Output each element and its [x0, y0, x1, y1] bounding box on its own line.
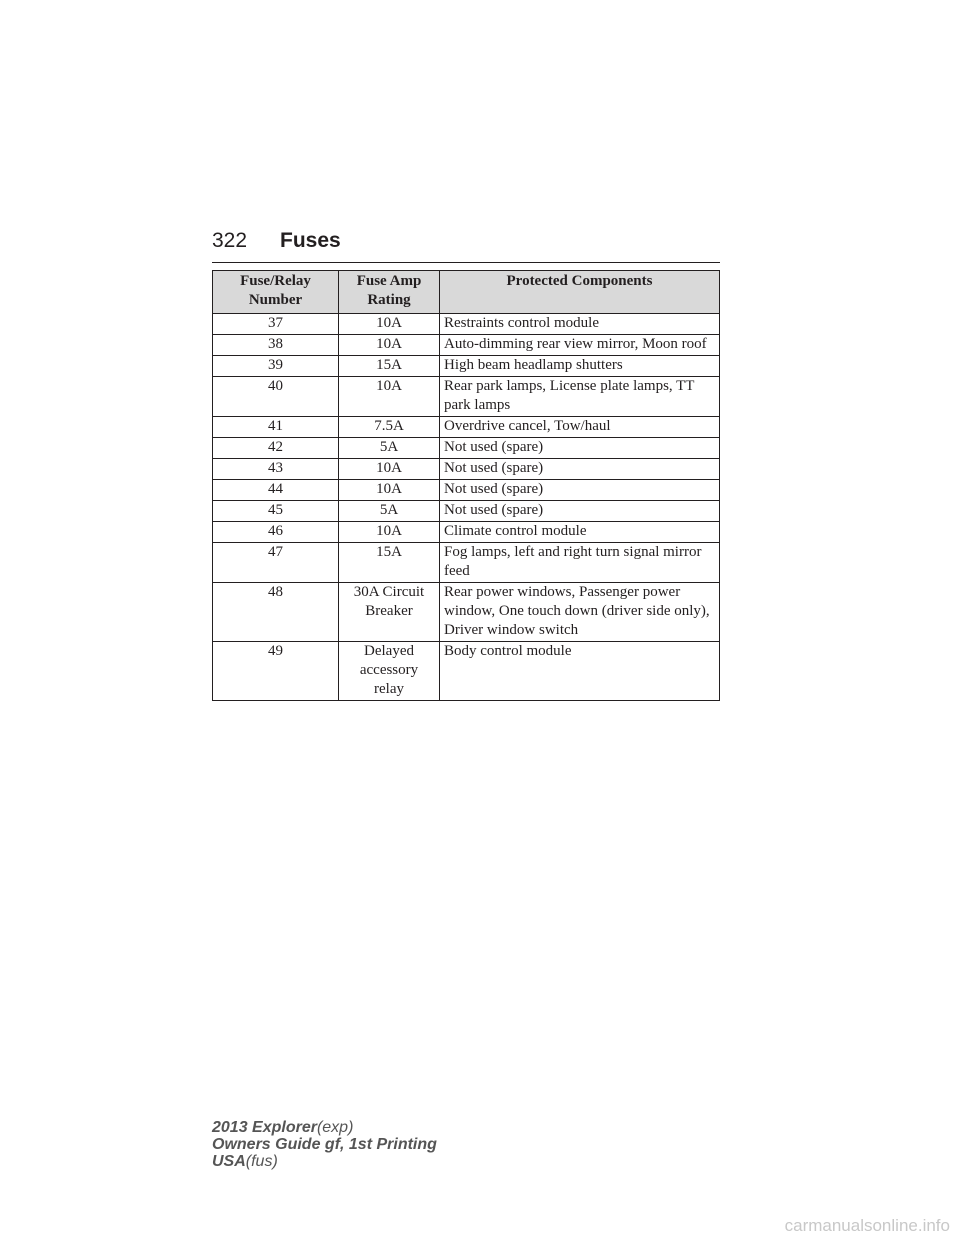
table-row [213, 583, 720, 642]
fuse-rating-cell: 10A [339, 459, 440, 480]
table-row [213, 480, 720, 501]
table-header-row [213, 271, 720, 314]
table-row [213, 335, 720, 356]
column-header-rating: Fuse Amp Rating [339, 271, 440, 314]
fuse-number-cell: 49 [213, 642, 339, 701]
fuse-rating-cell: Delayed accessory relay [339, 642, 440, 701]
fuse-number-cell: 43 [213, 459, 339, 480]
fuse-number-cell: 48 [213, 583, 339, 642]
protected-components-cell: Not used (spare) [440, 438, 720, 459]
protected-components-cell: Not used (spare) [440, 501, 720, 522]
table-row [213, 314, 720, 335]
fuse-number-cell: 40 [213, 377, 339, 417]
header-divider [212, 262, 720, 263]
fuse-rating-cell: 5A [339, 438, 440, 459]
footer-market: USA [212, 1153, 246, 1170]
fuse-number-cell: 44 [213, 480, 339, 501]
fuse-rating-cell: 30A Circuit Breaker [339, 583, 440, 642]
fuse-rating-cell: 15A [339, 543, 440, 583]
fuse-number-cell: 45 [213, 501, 339, 522]
protected-components-cell: Not used (spare) [440, 459, 720, 480]
footer-market-code: (fus) [245, 1153, 278, 1170]
table-row [213, 543, 720, 583]
fuse-rating-cell: 10A [339, 480, 440, 501]
table-row [213, 501, 720, 522]
fuse-rating-cell: 7.5A [339, 417, 440, 438]
column-header-components: Protected Components [440, 271, 720, 314]
fuse-rating-cell: 5A [339, 501, 440, 522]
fuse-rating-cell: 10A [339, 314, 440, 335]
footer-model-code: (exp) [316, 1119, 354, 1136]
fuse-number-cell: 42 [213, 438, 339, 459]
table-row [213, 377, 720, 417]
fuse-rating-cell: 15A [339, 356, 440, 377]
table-row [213, 642, 720, 701]
protected-components-cell: Body control module [440, 642, 720, 701]
footer-model: 2013 Explorer [212, 1119, 317, 1136]
site-watermark: carmanualsonline.info [784, 1216, 950, 1235]
footer-line-market [212, 1153, 437, 1170]
fuse-number-cell: 46 [213, 522, 339, 543]
fuse-rating-cell: 10A [339, 377, 440, 417]
column-header-number: Fuse/Relay Number [213, 271, 339, 314]
fuse-number-cell: 41 [213, 417, 339, 438]
protected-components-cell: Climate control module [440, 522, 720, 543]
protected-components-cell: Fog lamps, left and right turn signal mirror feed [440, 543, 720, 583]
protected-components-cell: High beam headlamp shutters [440, 356, 720, 377]
fuse-table [212, 270, 720, 701]
footer-line-model [212, 1119, 437, 1136]
fuse-number-cell: 39 [213, 356, 339, 377]
protected-components-cell: Not used (spare) [440, 480, 720, 501]
footer-guide-edition: Owners Guide gf, 1st Printing [212, 1136, 437, 1153]
fuse-number-cell: 38 [213, 335, 339, 356]
protected-components-cell: Rear park lamps, License plate lamps, TT park lamps [440, 377, 720, 417]
fuse-rating-cell: 10A [339, 335, 440, 356]
page-number: 322 [212, 229, 248, 252]
table-row [213, 438, 720, 459]
page-header [212, 226, 720, 256]
protected-components-cell: Overdrive cancel, Tow/haul [440, 417, 720, 438]
table-row [213, 417, 720, 438]
protected-components-cell: Restraints control module [440, 314, 720, 335]
table-row [213, 459, 720, 480]
fuse-number-cell: 37 [213, 314, 339, 335]
protected-components-cell: Auto-dimming rear view mirror, Moon roof [440, 335, 720, 356]
fuse-rating-cell: 10A [339, 522, 440, 543]
section-title: Fuses [280, 229, 341, 252]
table-row [213, 356, 720, 377]
fuse-number-cell: 47 [213, 543, 339, 583]
document-footer [212, 1119, 437, 1170]
table-row [213, 522, 720, 543]
protected-components-cell: Rear power windows, Passenger power window, One touch down (driver side only), Driver window switch [440, 583, 720, 642]
